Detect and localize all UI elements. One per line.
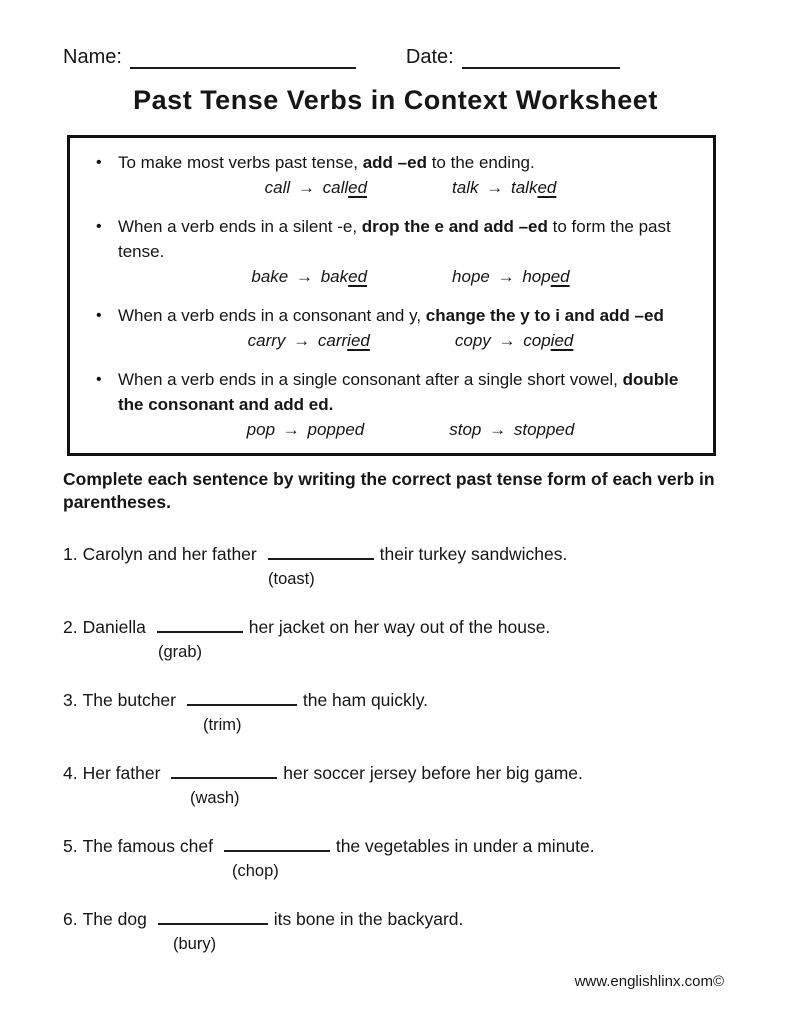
- answer-blank-4[interactable]: [171, 762, 277, 779]
- verb-hint-1: (toast): [268, 570, 315, 588]
- verb-hint-6: (bury): [173, 935, 217, 953]
- sentence-line: [63, 614, 791, 640]
- bullet-icon: •: [96, 307, 102, 324]
- sentence-item-1: [63, 541, 791, 591]
- sentence-before: The butcher: [82, 690, 181, 710]
- arrow-icon: →: [486, 178, 504, 197]
- sentence-after: the ham quickly.: [302, 690, 429, 710]
- example-base: stopped: [513, 420, 575, 439]
- verb-hint-3: (trim): [203, 716, 242, 734]
- sentence-line: [63, 760, 791, 786]
- example-pair: [251, 264, 367, 290]
- example-pair: [247, 417, 365, 443]
- rule-examples: [118, 417, 703, 443]
- example-word: bake: [251, 267, 289, 286]
- sentence-item-2: [63, 614, 791, 664]
- sentence-item-3: [63, 687, 791, 737]
- example-base: cop: [523, 331, 551, 350]
- arrow-icon: →: [497, 267, 515, 286]
- answer-blank-5[interactable]: [224, 835, 330, 852]
- sentence-number: 2.: [63, 617, 78, 637]
- sentence-after: her soccer jersey before her big game.: [283, 763, 583, 783]
- example-suffix: ied: [550, 331, 574, 350]
- rule-examples: [118, 175, 703, 201]
- example-base: popped: [307, 420, 365, 439]
- example-suffix: ed: [537, 178, 557, 197]
- example-pair: [452, 264, 570, 290]
- sentence-before: Daniella: [82, 617, 151, 637]
- example-suffix: ied: [347, 331, 370, 350]
- example-base: hop: [522, 267, 551, 286]
- rule-item-1: [82, 150, 703, 201]
- example-pair: [452, 175, 556, 201]
- sentence-after: their turkey sandwiches.: [379, 544, 568, 564]
- sentence-number: 4.: [63, 763, 78, 783]
- name-blank[interactable]: [130, 49, 356, 69]
- example-pair: [455, 328, 574, 354]
- rule-text: [118, 367, 703, 443]
- rule-item-3: [82, 303, 703, 354]
- rule-pre: When a verb ends in a consonant and y,: [118, 306, 426, 325]
- rules-box: [67, 135, 716, 456]
- sentence-after: the vegetables in under a minute.: [335, 836, 595, 856]
- rule-text: [118, 150, 703, 201]
- sentence-number: 3.: [63, 690, 78, 710]
- sentence-item-5: [63, 833, 791, 883]
- rule-examples: [118, 264, 703, 290]
- instructions: Complete each sentence by writing the correct past tense form of each verb in parentheses.: [63, 469, 715, 512]
- example-word: stop: [449, 420, 482, 439]
- example-base: talk: [510, 178, 538, 197]
- rule-bold: drop the e and add –ed: [361, 217, 548, 236]
- example-word: hope: [452, 267, 490, 286]
- arrow-icon: →: [295, 267, 313, 286]
- rule-text: [118, 303, 703, 354]
- rule-pre: When a verb ends in a silent -e,: [118, 217, 362, 236]
- sentence-before: The famous chef: [82, 836, 218, 856]
- sentence-before: Her father: [82, 763, 166, 783]
- bullet-icon: •: [96, 154, 102, 171]
- date-blank[interactable]: [462, 49, 620, 69]
- rule-post: to the ending.: [426, 153, 535, 172]
- page-title: Past Tense Verbs in Context Worksheet: [133, 85, 658, 115]
- example-word: pop: [246, 420, 276, 439]
- rule-bold: change the y to i and add –ed: [425, 306, 664, 325]
- sentence-before: Carolyn and her father: [82, 544, 262, 564]
- sentence-line: [63, 906, 791, 932]
- arrow-icon: →: [293, 331, 311, 350]
- sentence-number: 6.: [63, 909, 78, 929]
- example-base: carr: [317, 331, 348, 350]
- sentence-item-6: [63, 906, 791, 956]
- rule-pre: When a verb ends in a single consonant after a single short vowel,: [118, 370, 623, 389]
- sentence-line: [63, 833, 791, 859]
- example-pair: [265, 175, 367, 201]
- verb-hint-4: (wash): [190, 789, 240, 807]
- rule-examples: [118, 328, 703, 354]
- sentence-number: 5.: [63, 836, 78, 856]
- sentence-line: [63, 687, 791, 713]
- rule-item-4: [82, 367, 703, 443]
- answer-blank-2[interactable]: [157, 616, 243, 633]
- arrow-icon: →: [282, 420, 300, 439]
- rule-text: [118, 214, 703, 290]
- sentence-item-4: [63, 760, 791, 810]
- rule-bold: add –ed: [362, 153, 427, 172]
- rule-item-2: [82, 214, 703, 290]
- footer-credit: www.englishlinx.com©: [574, 973, 724, 990]
- sentence-after: its bone in the backyard.: [273, 909, 464, 929]
- header: [63, 0, 791, 69]
- example-suffix: ed: [550, 267, 570, 286]
- bullet-icon: •: [96, 371, 102, 388]
- bullet-icon: •: [96, 218, 102, 235]
- rule-post: to form the past tense.: [118, 217, 671, 261]
- answer-blank-3[interactable]: [187, 689, 297, 706]
- date-label: Date:: [405, 46, 454, 68]
- example-base: call: [322, 178, 349, 197]
- arrow-icon: →: [489, 420, 507, 439]
- sentence-line: [63, 541, 791, 567]
- arrow-icon: →: [498, 331, 516, 350]
- example-base: bak: [320, 267, 349, 286]
- example-pair: [248, 328, 370, 354]
- rule-pre: To make most verbs past tense,: [118, 153, 363, 172]
- sentence-before: The dog: [82, 909, 152, 929]
- verb-hint-5: (chop): [232, 862, 279, 880]
- example-suffix: ed: [348, 267, 368, 286]
- example-pair: [449, 417, 574, 443]
- example-suffix: ed: [348, 178, 368, 197]
- example-word: carry: [247, 331, 286, 350]
- sentence-number: 1.: [63, 544, 78, 564]
- sentence-list: [63, 541, 791, 956]
- verb-hint-2: (grab): [158, 643, 203, 661]
- answer-blank-6[interactable]: [158, 908, 268, 925]
- sentence-after: her jacket on her way out of the house.: [248, 617, 551, 637]
- name-label: Name:: [63, 46, 122, 68]
- arrow-icon: →: [297, 178, 315, 197]
- example-word: copy: [454, 331, 491, 350]
- example-word: talk: [452, 178, 479, 197]
- rule-bold: double the consonant and add ed.: [118, 370, 679, 414]
- example-word: call: [264, 178, 291, 197]
- answer-blank-1[interactable]: [268, 543, 374, 560]
